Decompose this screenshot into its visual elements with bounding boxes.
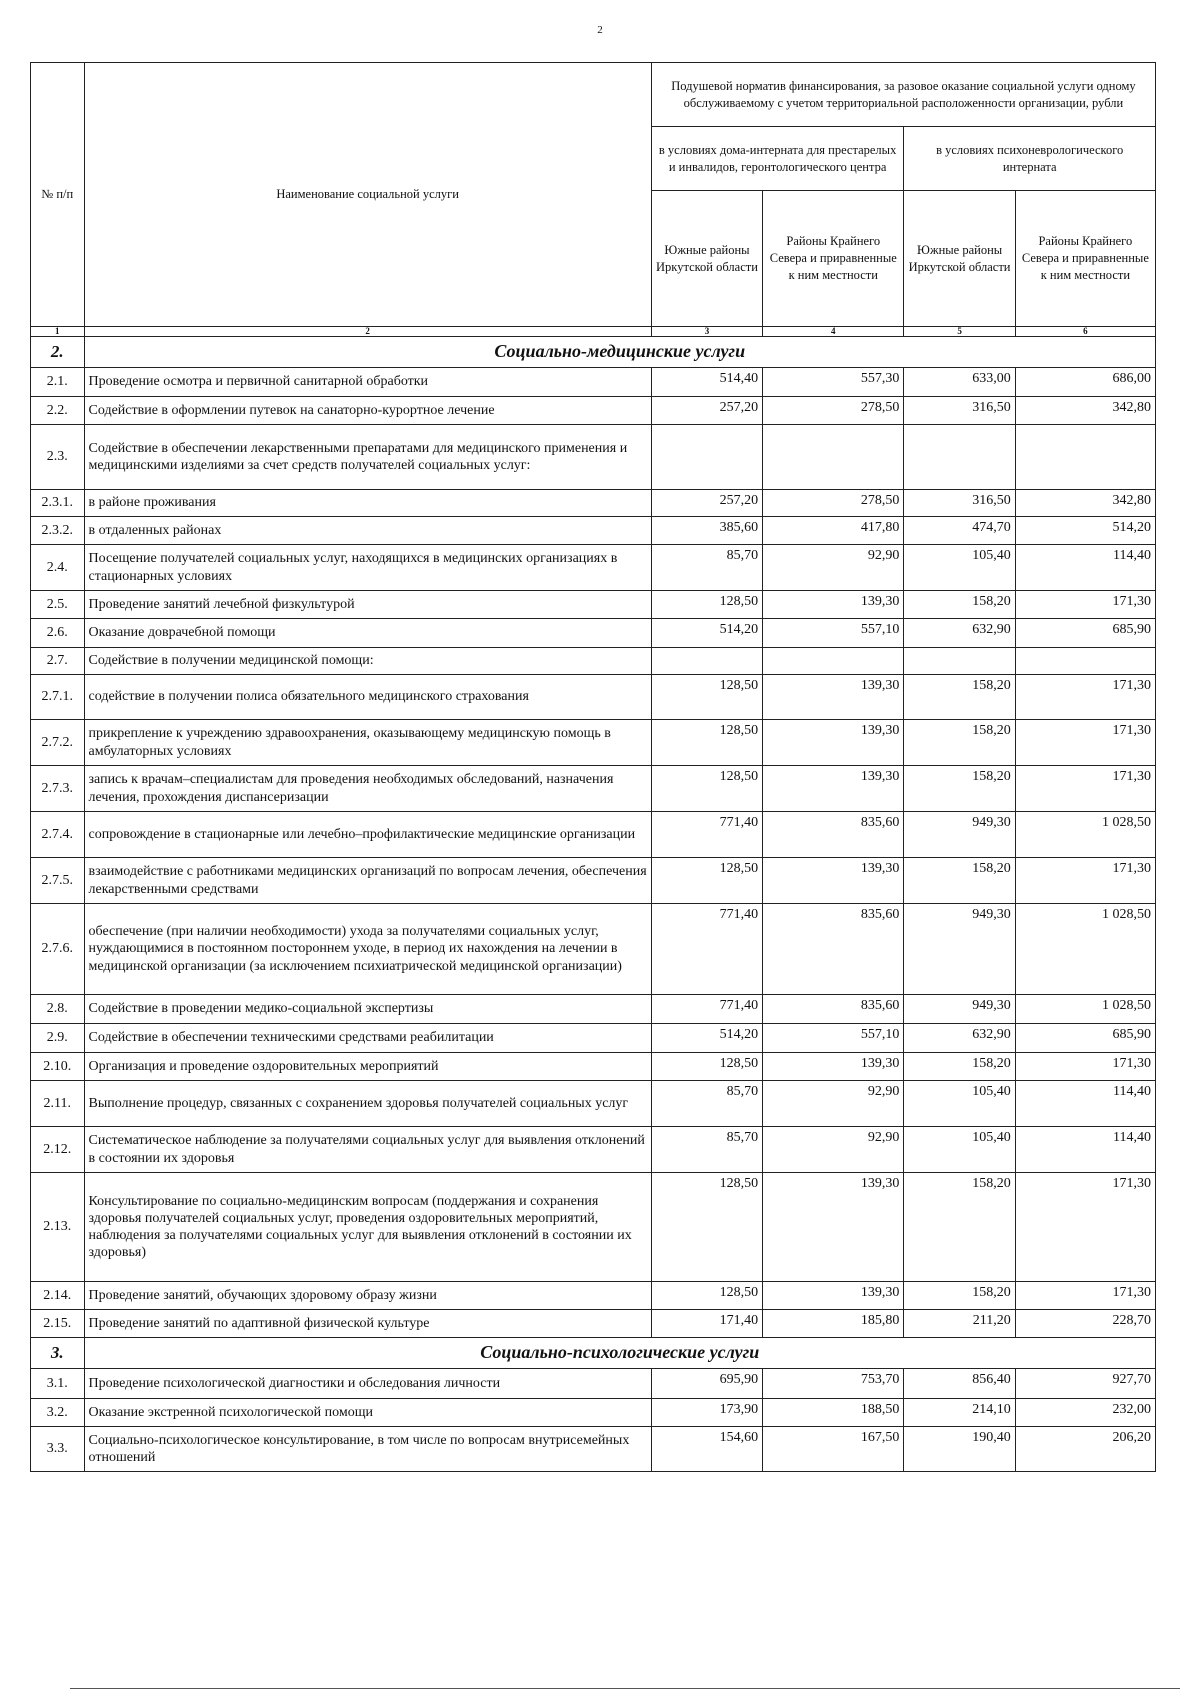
- table-row: [31, 1024, 1156, 1053]
- service-name: Систематическое наблюдение за получателями социальных услуг для выявления отклонений в состоянии их здоровья: [84, 1127, 651, 1173]
- value-south-psycho: 316,50: [904, 397, 1015, 425]
- section-row: [31, 1338, 1156, 1369]
- table-row: [31, 858, 1156, 904]
- value-south-psycho: 158,20: [904, 591, 1015, 619]
- row-number: 2.6.: [31, 619, 85, 648]
- value-south-psycho: [904, 648, 1015, 675]
- value-south-psycho: 316,50: [904, 490, 1015, 517]
- table-row: [31, 1173, 1156, 1282]
- value-north-psycho: [1015, 425, 1155, 490]
- value-south-psycho: 633,00: [904, 368, 1015, 397]
- value-north-boarding: 188,50: [763, 1399, 904, 1427]
- value-north-psycho: 171,30: [1015, 1173, 1155, 1282]
- service-name: Выполнение процедур, связанных с сохранением здоровья получателей социальных услуг: [84, 1081, 651, 1127]
- row-number: 3.2.: [31, 1399, 85, 1427]
- row-number: 2.8.: [31, 995, 85, 1024]
- row-number: 2.13.: [31, 1173, 85, 1282]
- row-number: 3.3.: [31, 1427, 85, 1472]
- value-south-psycho: [904, 425, 1015, 490]
- value-north-psycho: 114,40: [1015, 1127, 1155, 1173]
- value-north-psycho: 514,20: [1015, 517, 1155, 545]
- section-number: 3.: [31, 1338, 85, 1369]
- value-south-boarding: 514,20: [651, 619, 762, 648]
- service-name: Содействие в проведении медико-социальной экспертизы: [84, 995, 651, 1024]
- value-north-boarding: 417,80: [763, 517, 904, 545]
- service-name: Содействие в обеспечении техническими средствами реабилитации: [84, 1024, 651, 1053]
- header-group-boarding-house: в условиях дома-интерната для престарелых и инвалидов, геронтологического центра: [651, 127, 904, 191]
- value-south-boarding: 128,50: [651, 1173, 762, 1282]
- value-north-psycho: 342,80: [1015, 490, 1155, 517]
- table-row: [31, 517, 1156, 545]
- row-number: 2.11.: [31, 1081, 85, 1127]
- value-south-psycho: 474,70: [904, 517, 1015, 545]
- table-body: [31, 337, 1156, 1472]
- value-north-psycho: 1 028,50: [1015, 812, 1155, 858]
- value-north-psycho: 114,40: [1015, 1081, 1155, 1127]
- row-number: 2.7.1.: [31, 675, 85, 720]
- row-number: 2.12.: [31, 1127, 85, 1173]
- section-row: [31, 337, 1156, 368]
- table-row: [31, 648, 1156, 675]
- column-index: 3: [651, 327, 762, 337]
- value-north-psycho: 927,70: [1015, 1369, 1155, 1399]
- header-north-b: Районы Крайнего Севера и приравненные к ним местности: [1015, 191, 1155, 327]
- value-north-boarding: 139,30: [763, 766, 904, 812]
- row-number: 2.3.: [31, 425, 85, 490]
- tariff-table: [30, 62, 1156, 1472]
- row-number: 2.14.: [31, 1282, 85, 1310]
- service-name: Проведение осмотра и первичной санитарной обработки: [84, 368, 651, 397]
- service-name: Проведение занятий лечебной физкультурой: [84, 591, 651, 619]
- value-south-psycho: 158,20: [904, 1053, 1015, 1081]
- table-row: [31, 425, 1156, 490]
- value-south-boarding: 154,60: [651, 1427, 762, 1472]
- value-south-psycho: 105,40: [904, 1127, 1015, 1173]
- table-header: [31, 63, 1156, 337]
- value-south-psycho: 158,20: [904, 1282, 1015, 1310]
- service-name: Оказание доврачебной помощи: [84, 619, 651, 648]
- row-number: 2.3.2.: [31, 517, 85, 545]
- service-name: сопровождение в стационарные или лечебно–профилактические медицинские организации: [84, 812, 651, 858]
- section-title: Социально-психологические услуги: [84, 1338, 1155, 1369]
- column-index: 4: [763, 327, 904, 337]
- value-south-boarding: 385,60: [651, 517, 762, 545]
- table-row: [31, 720, 1156, 766]
- header-south-a: Южные районы Иркутской области: [651, 191, 762, 327]
- value-north-boarding: 167,50: [763, 1427, 904, 1472]
- value-north-boarding: 835,60: [763, 904, 904, 995]
- value-south-boarding: 771,40: [651, 812, 762, 858]
- value-south-psycho: 856,40: [904, 1369, 1015, 1399]
- row-number: 2.7.6.: [31, 904, 85, 995]
- value-north-psycho: 686,00: [1015, 368, 1155, 397]
- service-name: Проведение занятий, обучающих здоровому образу жизни: [84, 1282, 651, 1310]
- column-index: 1: [31, 327, 85, 337]
- value-north-psycho: 232,00: [1015, 1399, 1155, 1427]
- row-number: 2.15.: [31, 1310, 85, 1338]
- column-index: 2: [84, 327, 651, 337]
- value-north-psycho: 1 028,50: [1015, 904, 1155, 995]
- value-north-psycho: 114,40: [1015, 545, 1155, 591]
- value-south-boarding: 771,40: [651, 904, 762, 995]
- value-north-psycho: 171,30: [1015, 591, 1155, 619]
- value-north-boarding: 557,30: [763, 368, 904, 397]
- table-row: [31, 1310, 1156, 1338]
- header-north-a: Районы Крайнего Севера и приравненные к ним местности: [763, 191, 904, 327]
- table-row: [31, 995, 1156, 1024]
- table-row: [31, 1081, 1156, 1127]
- service-name: Проведение психологической диагностики и обследования личности: [84, 1369, 651, 1399]
- column-index: 6: [1015, 327, 1155, 337]
- value-north-boarding: 139,30: [763, 591, 904, 619]
- header-norm-title: Подушевой норматив финансирования, за разовое оказание социальной услуги одному обслуживаемому с учетом территориальной расположенности организации, рубли: [651, 63, 1155, 127]
- service-name: Социально-психологическое консультирование, в том числе по вопросам внутрисемейных отношений: [84, 1427, 651, 1472]
- table-row: [31, 368, 1156, 397]
- row-number: 2.10.: [31, 1053, 85, 1081]
- value-north-psycho: 206,20: [1015, 1427, 1155, 1472]
- service-name: прикрепление к учреждению здравоохранения, оказывающему медицинскую помощь в амбулаторных условиях: [84, 720, 651, 766]
- table-row: [31, 1282, 1156, 1310]
- service-name: обеспечение (при наличии необходимости) ухода за получателями социальных услуг, нуждающимися в постоянном постороннем уходе, в период их нахождения на лечении в медицинской организации (за исключением психиатрической медицинской организации): [84, 904, 651, 995]
- value-north-boarding: 835,60: [763, 812, 904, 858]
- value-south-psycho: 211,20: [904, 1310, 1015, 1338]
- table-row: [31, 1399, 1156, 1427]
- value-north-psycho: 685,90: [1015, 619, 1155, 648]
- service-name: Консультирование по социально-медицинским вопросам (поддержания и сохранения здоровья получателей социальных услуг, проведения оздоровительных мероприятий, наблюдения за получателями социальных услуг для выявления отклонений в состоянии их здоровья): [84, 1173, 651, 1282]
- row-number: 2.7.4.: [31, 812, 85, 858]
- row-number: 2.5.: [31, 591, 85, 619]
- service-name: Содействие в обеспечении лекарственными препаратами для медицинского применения и медицинскими изделиями за счет средств получателей социальных услуг:: [84, 425, 651, 490]
- value-north-boarding: 92,90: [763, 545, 904, 591]
- value-south-psycho: 158,20: [904, 766, 1015, 812]
- value-south-psycho: 158,20: [904, 675, 1015, 720]
- value-south-psycho: 949,30: [904, 904, 1015, 995]
- header-south-b: Южные районы Иркутской области: [904, 191, 1015, 327]
- value-north-boarding: 139,30: [763, 675, 904, 720]
- value-south-boarding: 128,50: [651, 720, 762, 766]
- value-north-boarding: 753,70: [763, 1369, 904, 1399]
- service-name: Посещение получателей социальных услуг, находящихся в медицинских организациях в стационарных условиях: [84, 545, 651, 591]
- table-row: [31, 1369, 1156, 1399]
- value-north-psycho: 1 028,50: [1015, 995, 1155, 1024]
- service-name: в отдаленных районах: [84, 517, 651, 545]
- value-south-boarding: 173,90: [651, 1399, 762, 1427]
- value-north-boarding: 557,10: [763, 619, 904, 648]
- value-south-psycho: 105,40: [904, 545, 1015, 591]
- service-name: содействие в получении полиса обязательного медицинского страхования: [84, 675, 651, 720]
- value-south-boarding: 695,90: [651, 1369, 762, 1399]
- table-row: [31, 490, 1156, 517]
- value-south-boarding: 514,20: [651, 1024, 762, 1053]
- value-north-psycho: 171,30: [1015, 720, 1155, 766]
- value-south-psycho: 632,90: [904, 1024, 1015, 1053]
- value-north-boarding: 278,50: [763, 397, 904, 425]
- service-name: Содействие в оформлении путевок на санаторно-курортное лечение: [84, 397, 651, 425]
- value-north-boarding: 139,30: [763, 858, 904, 904]
- value-south-psycho: 158,20: [904, 1173, 1015, 1282]
- value-south-boarding: [651, 425, 762, 490]
- value-north-boarding: [763, 425, 904, 490]
- value-north-boarding: 185,80: [763, 1310, 904, 1338]
- table-row: [31, 545, 1156, 591]
- value-south-boarding: 128,50: [651, 591, 762, 619]
- table-row: [31, 397, 1156, 425]
- table-row: [31, 591, 1156, 619]
- service-name: Проведение занятий по адаптивной физической культуре: [84, 1310, 651, 1338]
- table-row: [31, 1127, 1156, 1173]
- value-north-boarding: 139,30: [763, 720, 904, 766]
- value-north-boarding: 139,30: [763, 1282, 904, 1310]
- value-north-boarding: [763, 648, 904, 675]
- table-row: [31, 619, 1156, 648]
- table-row: [31, 1427, 1156, 1472]
- row-number: 2.7.5.: [31, 858, 85, 904]
- value-south-boarding: 128,50: [651, 858, 762, 904]
- value-north-boarding: 557,10: [763, 1024, 904, 1053]
- value-south-psycho: 632,90: [904, 619, 1015, 648]
- value-north-psycho: 171,30: [1015, 675, 1155, 720]
- value-south-psycho: 949,30: [904, 812, 1015, 858]
- value-south-psycho: 105,40: [904, 1081, 1015, 1127]
- value-south-boarding: [651, 648, 762, 675]
- row-number: 2.7.: [31, 648, 85, 675]
- page-bottom-divider: [70, 1688, 1180, 1689]
- value-south-boarding: 128,50: [651, 675, 762, 720]
- section-number: 2.: [31, 337, 85, 368]
- column-index-row: [31, 327, 1156, 337]
- value-north-psycho: 171,30: [1015, 766, 1155, 812]
- value-north-boarding: 835,60: [763, 995, 904, 1024]
- value-north-boarding: 92,90: [763, 1081, 904, 1127]
- row-number: 2.7.2.: [31, 720, 85, 766]
- value-north-psycho: 228,70: [1015, 1310, 1155, 1338]
- value-north-psycho: 685,90: [1015, 1024, 1155, 1053]
- value-north-psycho: 342,80: [1015, 397, 1155, 425]
- value-north-boarding: 139,30: [763, 1053, 904, 1081]
- row-number: 2.1.: [31, 368, 85, 397]
- value-south-psycho: 214,10: [904, 1399, 1015, 1427]
- row-number: 2.2.: [31, 397, 85, 425]
- table-row: [31, 1053, 1156, 1081]
- value-south-boarding: 257,20: [651, 397, 762, 425]
- value-north-psycho: 171,30: [1015, 1282, 1155, 1310]
- value-north-psycho: [1015, 648, 1155, 675]
- service-name: Оказание экстренной психологической помощи: [84, 1399, 651, 1427]
- table-row: [31, 812, 1156, 858]
- value-south-boarding: 85,70: [651, 545, 762, 591]
- service-name: взаимодействие с работниками медицинских организаций по вопросам лечения, обеспечения лекарственными средствами: [84, 858, 651, 904]
- table-row: [31, 675, 1156, 720]
- value-south-boarding: 514,40: [651, 368, 762, 397]
- value-south-psycho: 158,20: [904, 858, 1015, 904]
- value-south-psycho: 158,20: [904, 720, 1015, 766]
- value-south-boarding: 257,20: [651, 490, 762, 517]
- row-number: 2.9.: [31, 1024, 85, 1053]
- table-row: [31, 904, 1156, 995]
- value-south-boarding: 128,50: [651, 766, 762, 812]
- value-south-psycho: 949,30: [904, 995, 1015, 1024]
- row-number: 3.1.: [31, 1369, 85, 1399]
- column-index: 5: [904, 327, 1015, 337]
- service-name: запись к врачам–специалистам для проведения необходимых обследований, назначения лечения, прохождения диспансеризации: [84, 766, 651, 812]
- header-group-psycho-boarding: в условиях психоневрологического интерната: [904, 127, 1156, 191]
- value-south-boarding: 128,50: [651, 1282, 762, 1310]
- value-south-boarding: 171,40: [651, 1310, 762, 1338]
- service-name: Содействие в получении медицинской помощи:: [84, 648, 651, 675]
- service-name: Организация и проведение оздоровительных мероприятий: [84, 1053, 651, 1081]
- value-south-boarding: 85,70: [651, 1127, 762, 1173]
- row-number: 2.7.3.: [31, 766, 85, 812]
- header-col-name: Наименование социальной услуги: [84, 63, 651, 327]
- value-south-boarding: 128,50: [651, 1053, 762, 1081]
- row-number: 2.4.: [31, 545, 85, 591]
- value-south-boarding: 85,70: [651, 1081, 762, 1127]
- value-north-psycho: 171,30: [1015, 1053, 1155, 1081]
- value-north-boarding: 139,30: [763, 1173, 904, 1282]
- value-north-psycho: 171,30: [1015, 858, 1155, 904]
- row-number: 2.3.1.: [31, 490, 85, 517]
- service-name: в районе проживания: [84, 490, 651, 517]
- table-row: [31, 766, 1156, 812]
- value-south-psycho: 190,40: [904, 1427, 1015, 1472]
- header-col-no: № п/п: [31, 63, 85, 327]
- value-north-boarding: 92,90: [763, 1127, 904, 1173]
- page-number: 2: [597, 24, 603, 36]
- value-south-boarding: 771,40: [651, 995, 762, 1024]
- section-title: Социально-медицинские услуги: [84, 337, 1155, 368]
- value-north-boarding: 278,50: [763, 490, 904, 517]
